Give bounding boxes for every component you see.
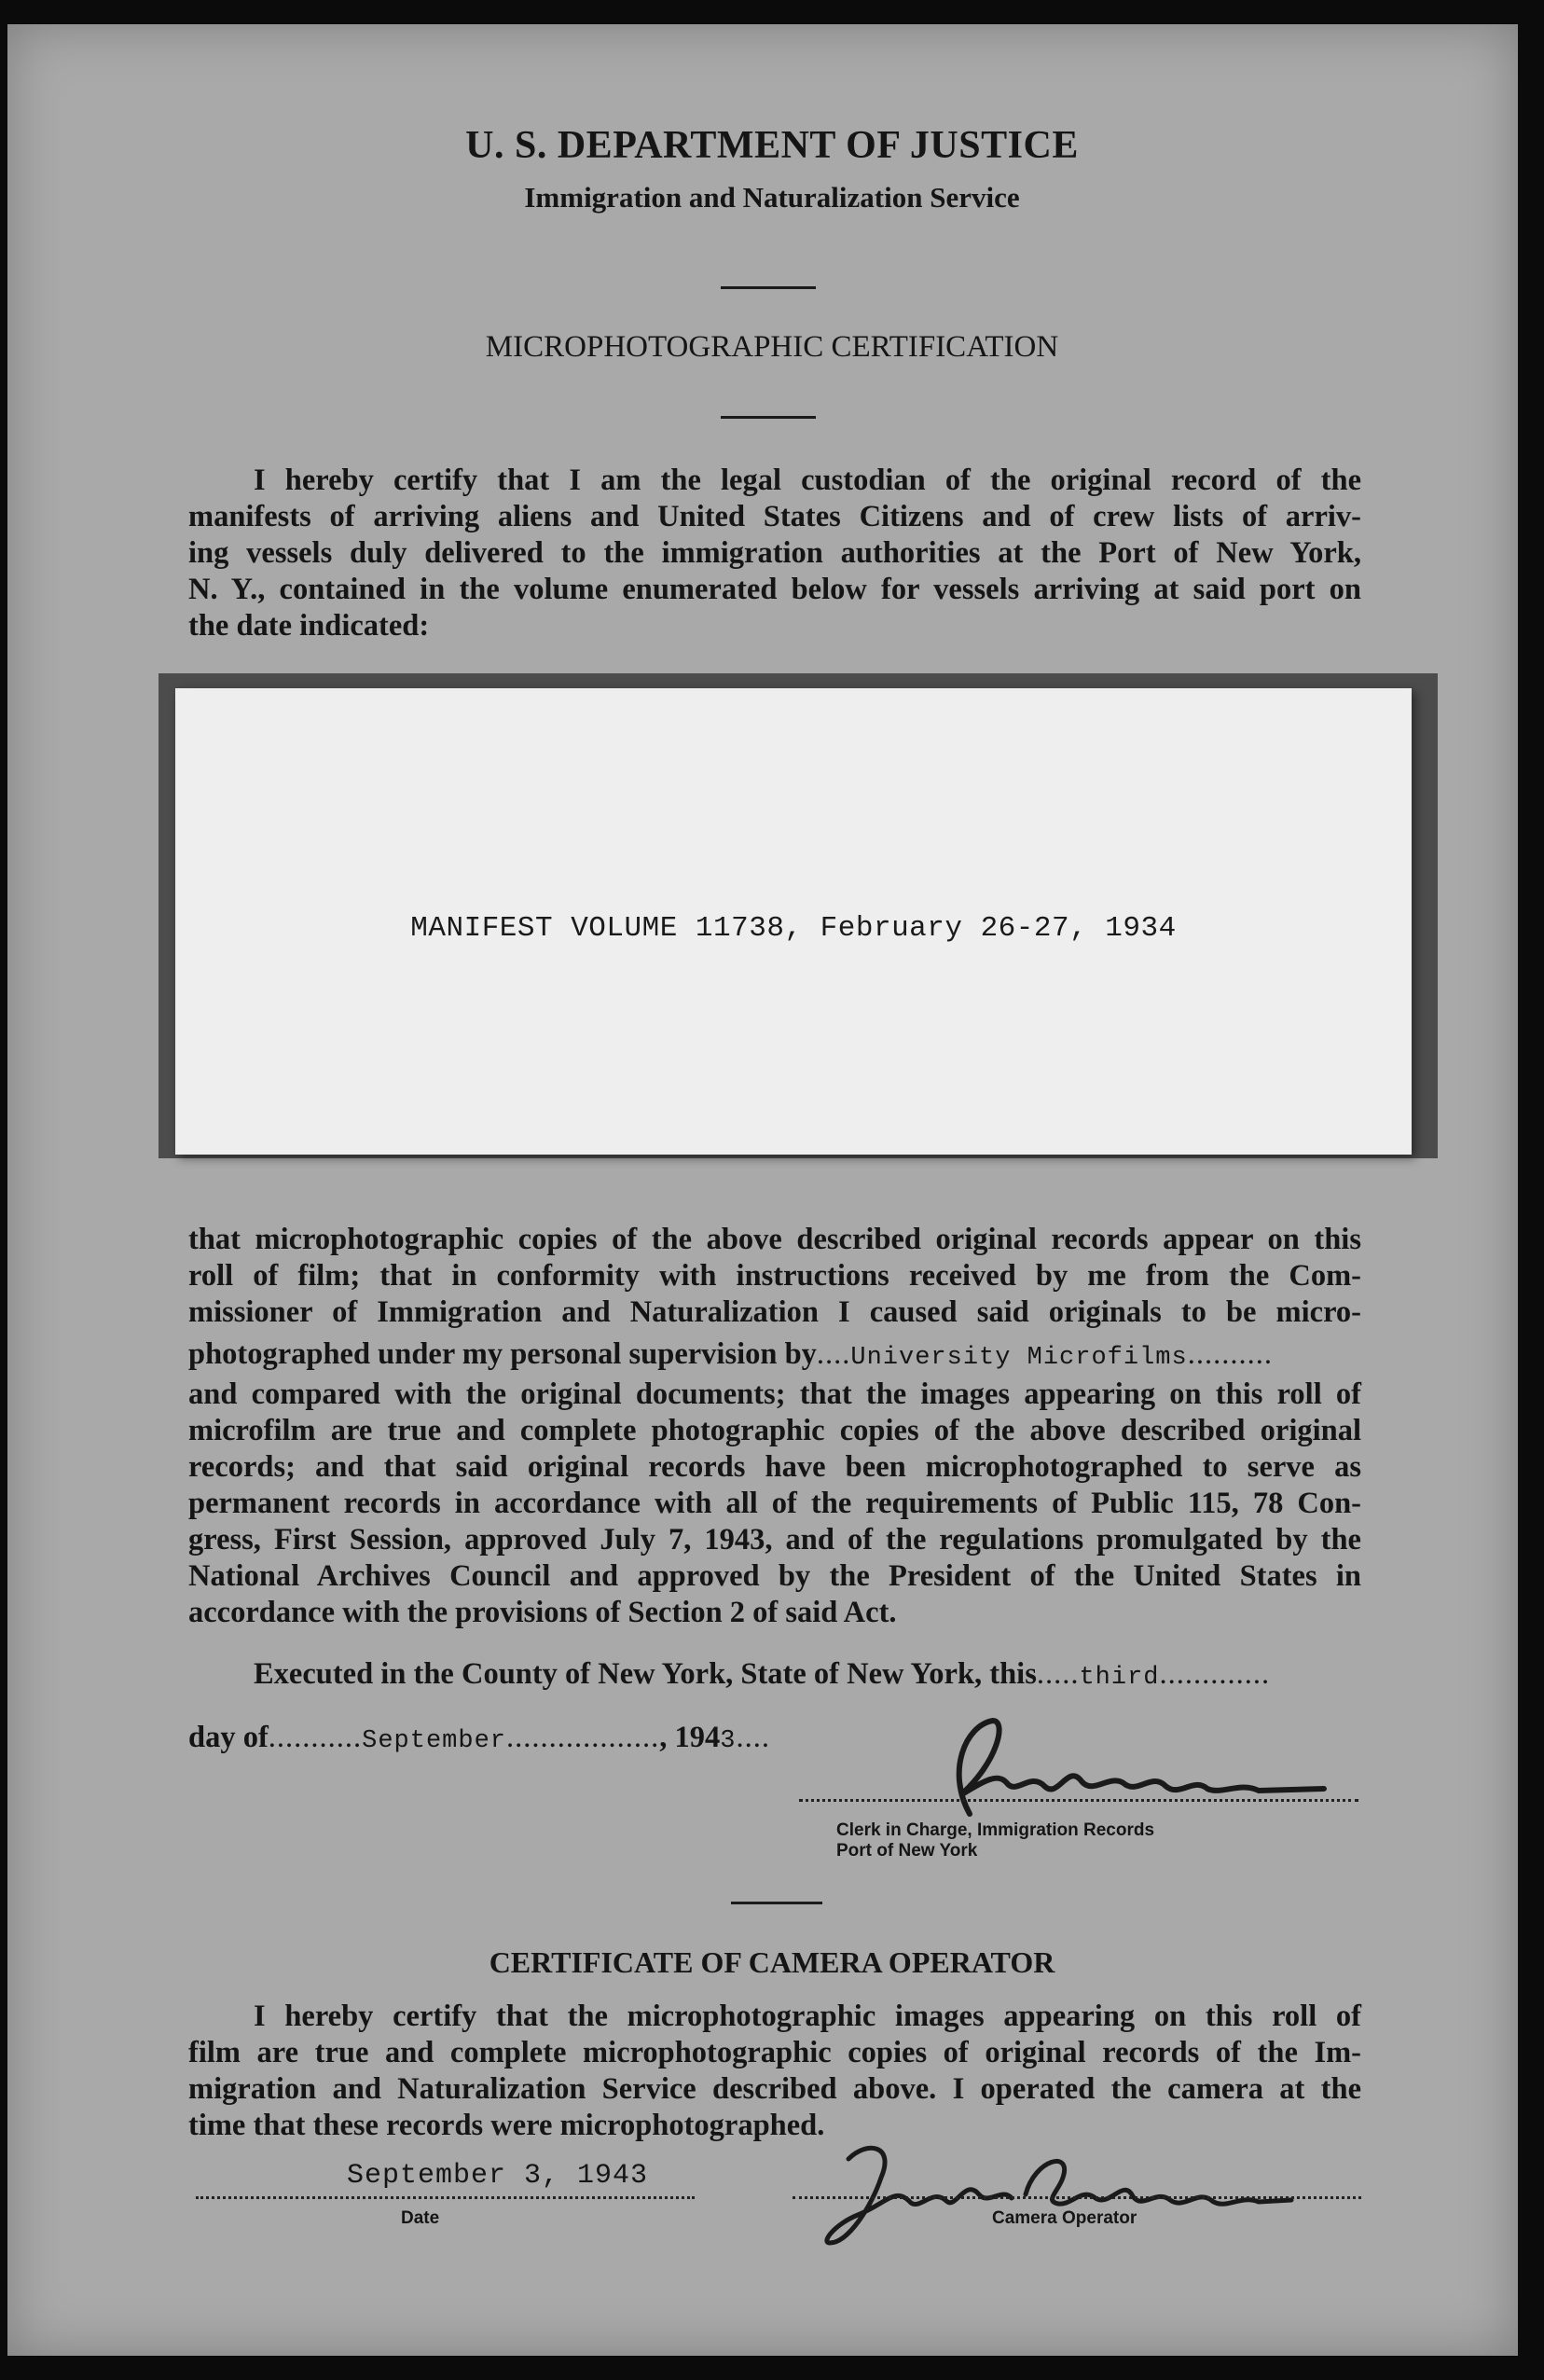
clerk-caption-title: Clerk in Charge, Immigration Records bbox=[836, 1820, 1155, 1840]
intro-line: ing vessels duly delivered to the immigration authorities at the Port of New York, bbox=[188, 536, 1361, 570]
body-paragraph bbox=[188, 1222, 1361, 1631]
executed-prefix: Executed in the County of New York, State of New York, this bbox=[254, 1657, 1037, 1691]
date-line bbox=[196, 2196, 695, 2199]
day-of-prefix: day of bbox=[188, 1721, 269, 1754]
certification-title: MICROPHOTOGRAPHIC CERTIFICATION bbox=[485, 330, 1059, 364]
intro-line: the date indicated: bbox=[188, 609, 430, 643]
body-line: microfilm are true and complete photographic copies of the above described original bbox=[188, 1414, 1361, 1447]
intro-line: N. Y., contained in the volume enumerated below for vessels arriving at said port on bbox=[188, 573, 1361, 606]
camera-operator-title: CERTIFICATE OF CAMERA OPERATOR bbox=[489, 1945, 1055, 1979]
operator-signature bbox=[793, 2122, 1296, 2262]
body-line: roll of film; that in conformity with instructions received by me from the Com- bbox=[188, 1259, 1361, 1293]
body-line: missioner of Immigration and Naturalization I caused said originals to be micro- bbox=[188, 1295, 1361, 1329]
manifest-volume-text: MANIFEST VOLUME 11738, February 26-27, 1934 bbox=[410, 912, 1177, 945]
camera-date-value: September 3, 1943 bbox=[347, 2160, 649, 2192]
photographed-line: photographed under my personal supervision by....University Microfilms.......... bbox=[188, 1337, 1273, 1372]
record-slip bbox=[175, 688, 1412, 1155]
certification-divider bbox=[721, 416, 816, 419]
header-divider bbox=[721, 286, 816, 289]
year-digit: 3 bbox=[720, 1727, 737, 1755]
year-prefix: 194 bbox=[674, 1721, 721, 1754]
date-caption: Date bbox=[401, 2208, 440, 2228]
photographed-by-value: University Microfilms bbox=[850, 1344, 1188, 1372]
intro-line: manifests of arriving aliens and United States Citizens and of crew lists of arriv- bbox=[188, 500, 1361, 533]
body-line: permanent records in accordance with all of the requirements of Public 115, 78 Con- bbox=[188, 1487, 1361, 1520]
photographed-prefix: photographed under my personal supervision by bbox=[188, 1337, 817, 1371]
body-line: that microphotographic copies of the above described original records appear on this bbox=[188, 1223, 1361, 1256]
operator-signature-line bbox=[793, 2196, 1361, 2199]
clerk-caption bbox=[836, 1820, 1154, 1861]
body-line: gress, First Session, approved July 7, 1943, and of the regulations promulgated by the bbox=[188, 1523, 1361, 1557]
camera-line: film are true and complete microphotographic copies of original records of the Im- bbox=[188, 2036, 1361, 2069]
camera-line: time that these records were microphotographed. bbox=[188, 2109, 825, 2142]
service-subtitle: Immigration and Naturalization Service bbox=[524, 181, 1020, 214]
clerk-signature bbox=[858, 1707, 1343, 1828]
operator-caption: Camera Operator bbox=[992, 2208, 1137, 2228]
intro-line: I hereby certify that I am the legal custodian of the original record of the bbox=[254, 464, 1361, 497]
body-line: National Archives Council and approved by the President of the United States in bbox=[188, 1559, 1361, 1593]
executed-line: Executed in the County of New York, State of New York, this.....third............. bbox=[254, 1657, 1271, 1692]
body-line: accordance with the provisions of Section 2 of said Act. bbox=[188, 1596, 897, 1629]
department-title: U. S. DEPARTMENT OF JUSTICE bbox=[465, 124, 1079, 167]
camera-line: migration and Naturalization Service described above. I operated the camera at the bbox=[188, 2072, 1361, 2106]
clerk-signature-line bbox=[799, 1799, 1358, 1802]
camera-line: I hereby certify that the microphotographic images appearing on this roll of bbox=[254, 1999, 1361, 2033]
body-line: and compared with the original documents; that the images appearing on this roll of bbox=[188, 1377, 1361, 1411]
executed-day-value: third bbox=[1079, 1664, 1160, 1692]
intro-paragraph bbox=[188, 463, 1361, 644]
camera-divider bbox=[731, 1902, 822, 1904]
day-of-line: day of...........September.................., 1943.... bbox=[188, 1721, 770, 1755]
month-value: September bbox=[362, 1727, 506, 1755]
body-line: records; and that said original records have been microphotographed to serve as bbox=[188, 1450, 1361, 1484]
clerk-caption-port: Port of New York bbox=[836, 1841, 978, 1861]
